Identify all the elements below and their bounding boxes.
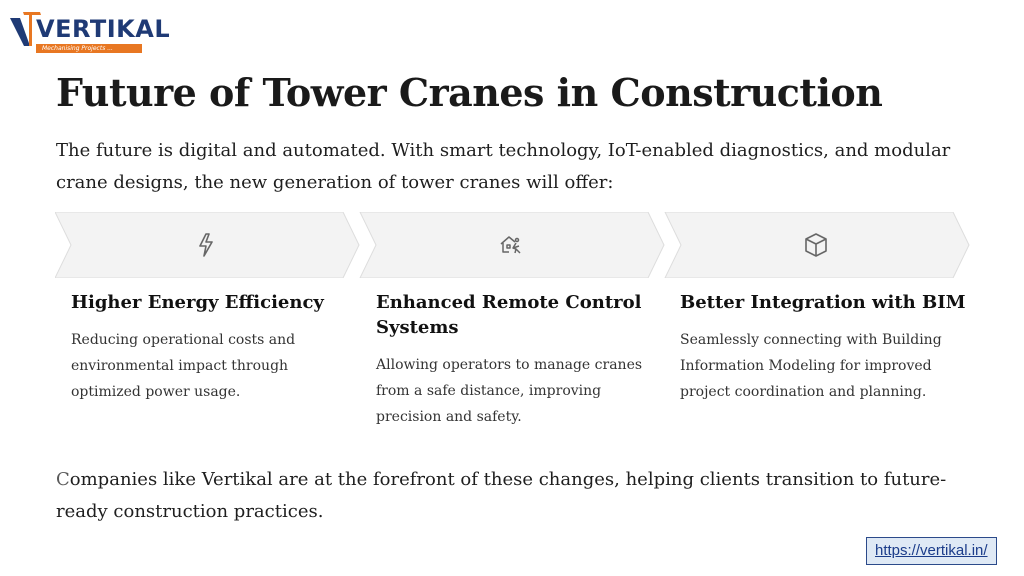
feature-title: Better Integration with BIM (680, 292, 966, 313)
feature-chevron-band (55, 212, 971, 278)
outro-first-letter: C (56, 469, 70, 490)
feature-description: Reducing operational costs and environmental impact through optimized power usage. (71, 332, 296, 400)
logo-wordmark: VERTIKAL (36, 15, 171, 43)
chevron-1 (55, 212, 359, 278)
feature-description: Allowing operators to manage cranes from a safe distance, improving precision and safety. (376, 357, 643, 425)
website-link[interactable]: https://vertikal.in/ (866, 537, 997, 565)
feature-title: Enhanced Remote Control Systems (376, 292, 642, 338)
outro-paragraph (56, 464, 986, 528)
feature-card-bim (680, 290, 970, 405)
chevron-3 (665, 212, 969, 278)
outro-text: ompanies like Vertikal are at the forefront of these changes, helping clients transition to future-ready construction practices. (56, 469, 947, 522)
intro-paragraph: The future is digital and automated. With smart technology, IoT-enabled diagnostics, and modular crane designs, the new generation of tower cranes will offer: (56, 140, 951, 193)
feature-description: Seamlessly connecting with Building Information Modeling for improved project coordination and planning. (680, 332, 942, 400)
feature-card-remote (376, 290, 644, 430)
vertikal-logo (10, 8, 171, 54)
feature-card-energy (71, 290, 339, 405)
logo-tagline: Mechanising Projects ... (36, 44, 142, 53)
feature-title: Higher Energy Efficiency (71, 292, 324, 313)
chevron-2 (360, 212, 664, 278)
page-title: Future of Tower Cranes in Construction (56, 70, 883, 115)
